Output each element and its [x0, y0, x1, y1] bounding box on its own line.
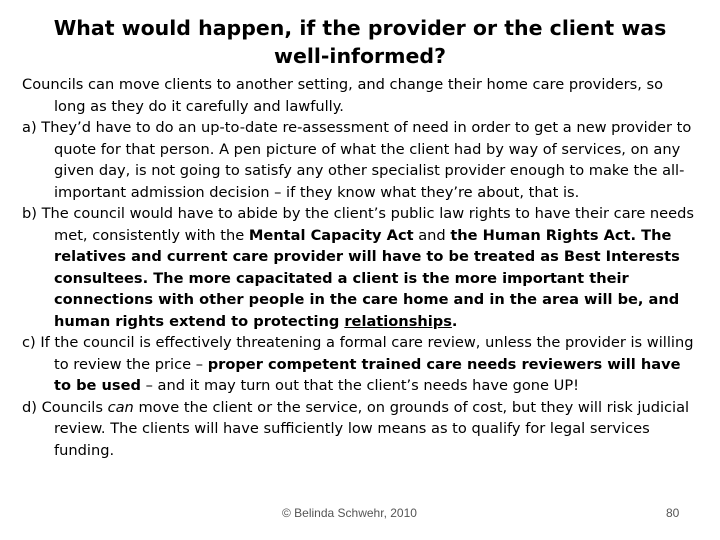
point-b: [22, 203, 698, 332]
point-c-text-start: c) If the council is effectively threatening a formal care review, unless the provider is willing to review the price –: [22, 334, 694, 373]
point-c: [22, 332, 698, 397]
slide-body: [22, 74, 698, 461]
intro-text-end: move clients to another setting, and change their home care providers, so long as they do it carefully and lawfully.: [54, 76, 664, 115]
point-d-text-start: d) Councils: [22, 398, 108, 416]
intro-paragraph: [22, 74, 698, 117]
point-d: [22, 397, 698, 462]
point-b-text-start: b) The council would have to abide by the client’s public law rights to have their care needs met, consistently with the: [22, 205, 695, 244]
point-b-period: .: [451, 312, 458, 330]
point-b-and: and: [413, 226, 451, 244]
intro-emphasis: can: [88, 76, 115, 93]
point-c-text-end: – and it may turn out that the client’s needs have gone UP!: [140, 377, 579, 394]
point-b-bold-text: the Human Rights Act. The relatives and current care provider will have to be treated as Best Interests consultees. The more capacitated a client is the more important their connections with other people in the care home and in the area will be, and human rights extend to protecting: [54, 226, 680, 330]
intro-text-start: Councils: [22, 76, 88, 93]
point-c-bold-text: proper competent trained care needs reviewers will have to be used: [54, 355, 681, 394]
footer-page-number: 80: [666, 506, 680, 520]
point-b-relationships: relationships: [344, 312, 452, 330]
point-b-mca: Mental Capacity Act: [248, 226, 414, 244]
point-d-text-end: move the client or the service, on grounds of cost, but they will risk judicial review. The clients will have sufficiently low means as to qualify for legal services funding.: [54, 398, 690, 459]
point-d-emphasis: can: [107, 398, 134, 416]
footer-copyright: © Belinda Schwehr, 2010: [282, 506, 417, 520]
point-a: a) They’d have to do an up-to-date re-assessment of need in order to get a new provider to quote for that person. A pen picture of what the client had by way of services, on any given day, is not going to satisfy any other specialist provider enough to make the all-important admission decision – if they know what they’re about, that is.: [22, 119, 692, 201]
slide-title: What would happen, if the provider or the client was well-informed?: [53, 16, 667, 68]
